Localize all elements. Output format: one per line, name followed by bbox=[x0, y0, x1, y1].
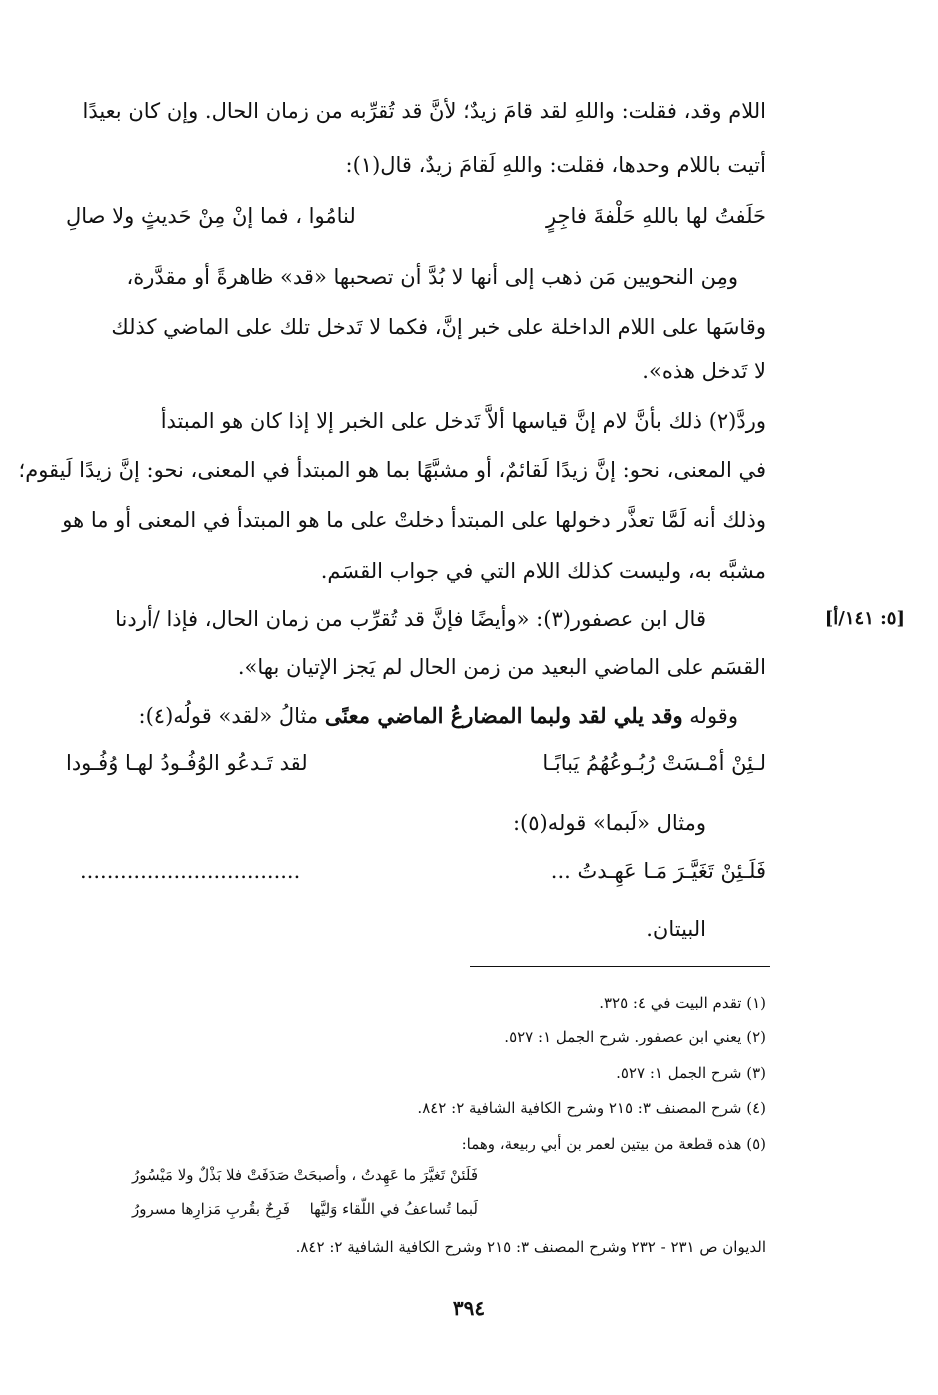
body-line-14: البيتان. bbox=[646, 917, 706, 941]
body-line-7: في المعنى، نحو: إنَّ زيدًا لَقائمٌ، أو مشبَّهًا بما هو المبتدأ في المعنى، نحو: إنَّ زيدًا لَيقوم؛ bbox=[18, 458, 766, 482]
verse-3-first-hemistich: فَلَـئِنْ تَغَيَّـرَ مَـا عَهِـدتُ ... bbox=[550, 859, 766, 883]
body-line-13: ومثال «لَبما» قوله(٥): bbox=[512, 811, 706, 835]
body-line-3: ومِن النحويين مَن ذهب إلى أنها لا بُدَّ أن تصحبها «قد» ظاهرةً أو مقدَّرة، bbox=[126, 265, 738, 289]
body-line-2: أتيت باللام وحدها، فقلت: واللهِ لَقامَ زيدٌ، قال(١): bbox=[345, 153, 766, 177]
body-line-12 bbox=[138, 701, 738, 731]
page-number: ٣٩٤ bbox=[452, 1296, 486, 1320]
body-line-4: وقاسَها على اللام الداخلة على خبر إنَّ، فكما لا تَدخل تلك على الماضي كذلك bbox=[111, 315, 766, 339]
body-line-8: وذلك أنه لَمَّا تعذَّر دخولها على المبتدأ دخلتْ على ما هو المبتدأ في المعنى أو ما هو bbox=[62, 508, 766, 532]
footnote-1: (١) تقدم البيت في ٤: ٣٢٥. bbox=[599, 994, 766, 1012]
verse-2-second-hemistich: لقد تَـدعُو الوُفُـودُ لهـا وُفُـودا bbox=[66, 751, 308, 775]
footnote-separator bbox=[470, 966, 770, 967]
footnote-3: (٣) شرح الجمل ١: ٥٢٧. bbox=[616, 1064, 766, 1082]
body-line-10: قال ابن عصفور(٣): «وأيضًا فإنَّ قد تُقرِّب من زمان الحال، فإذا /أردنا bbox=[115, 607, 706, 631]
footnote-5: (٥) هذه قطعة من بيتين لعمر بن أبي ربيعة، وهما: bbox=[461, 1135, 766, 1153]
body-line-9: مشبَّه به، وليست كذلك اللام التي في جواب القسَم. bbox=[320, 559, 766, 583]
footnote-4: (٤) شرح المصنف ٣: ٢١٥ وشرح الكافية الشافية ٢: ٨٤٢. bbox=[417, 1099, 766, 1117]
footnote-2: (٢) يعني ابن عصفور. شرح الجمل ١: ٥٢٧. bbox=[504, 1028, 766, 1046]
footnote-verse-1-first: فَلَئنْ تَغيَّرَ ما عَهِدتُ ، وأصبحَتْ bbox=[293, 1166, 478, 1184]
manuscript-folio-reference: [٥: ١٤١/أ] bbox=[824, 608, 905, 629]
matn-quote-bold: وقد يلي لقد ولبما المضارعُ الماضي معنًى bbox=[324, 703, 683, 728]
verse-1-second-hemistich: لنامُوا ، فما إنْ مِنْ حَديثٍ ولا صالِ bbox=[66, 204, 356, 228]
verse-1-first-hemistich: حَلَفتُ لها باللهِ حَلْفةَ فاجِرٍ bbox=[545, 204, 766, 228]
verse-2-first-hemistich: لـئِنْ أمْـسَتْ رُبُـوعُهُمُ يَبابًـا bbox=[542, 751, 766, 775]
body-line-12-intro: وقوله bbox=[682, 704, 738, 728]
footnote-verse-2-first: لَبما تُساعفُ في اللّقاء وَليَّها bbox=[309, 1200, 478, 1218]
footnote-verse-2-second: فَرِحٌ بقُربِ مَزارِها مسرورُ bbox=[132, 1200, 290, 1218]
body-line-6: وردَّ(٢) ذلك بأنَّ لام إنَّ قياسها ألاَّ تَدخل على الخبر إلا إذا كان هو المبتدأ bbox=[160, 409, 766, 433]
verse-3-second-hemistich-ellipsis: ................................. bbox=[80, 859, 301, 883]
body-line-11: القسَم على الماضي البعيد من زمن الحال لم يَجز الإتيان بها». bbox=[237, 655, 766, 679]
body-line-1: اللام وقد، فقلت: واللهِ لقد قامَ زيدٌ؛ لأنَّ قد تُقرِّبه من زمان الحال. وإن كان بعيدًا bbox=[82, 99, 766, 123]
body-line-12-rest: مثالُ «لقد» قولُه(٤): bbox=[138, 704, 325, 728]
footnote-verse-1-second: صَدَفَتْ فلا بَذْلٌ ولا مَيْسُورُ bbox=[132, 1166, 290, 1184]
body-line-5: لا تَدخل هذه». bbox=[642, 359, 766, 383]
footnote-5-continued: الديوان ص ٢٣١ - ٢٣٢ وشرح المصنف ٣: ٢١٥ وشرح الكافية الشافية ٢: ٨٤٢. bbox=[295, 1238, 766, 1256]
